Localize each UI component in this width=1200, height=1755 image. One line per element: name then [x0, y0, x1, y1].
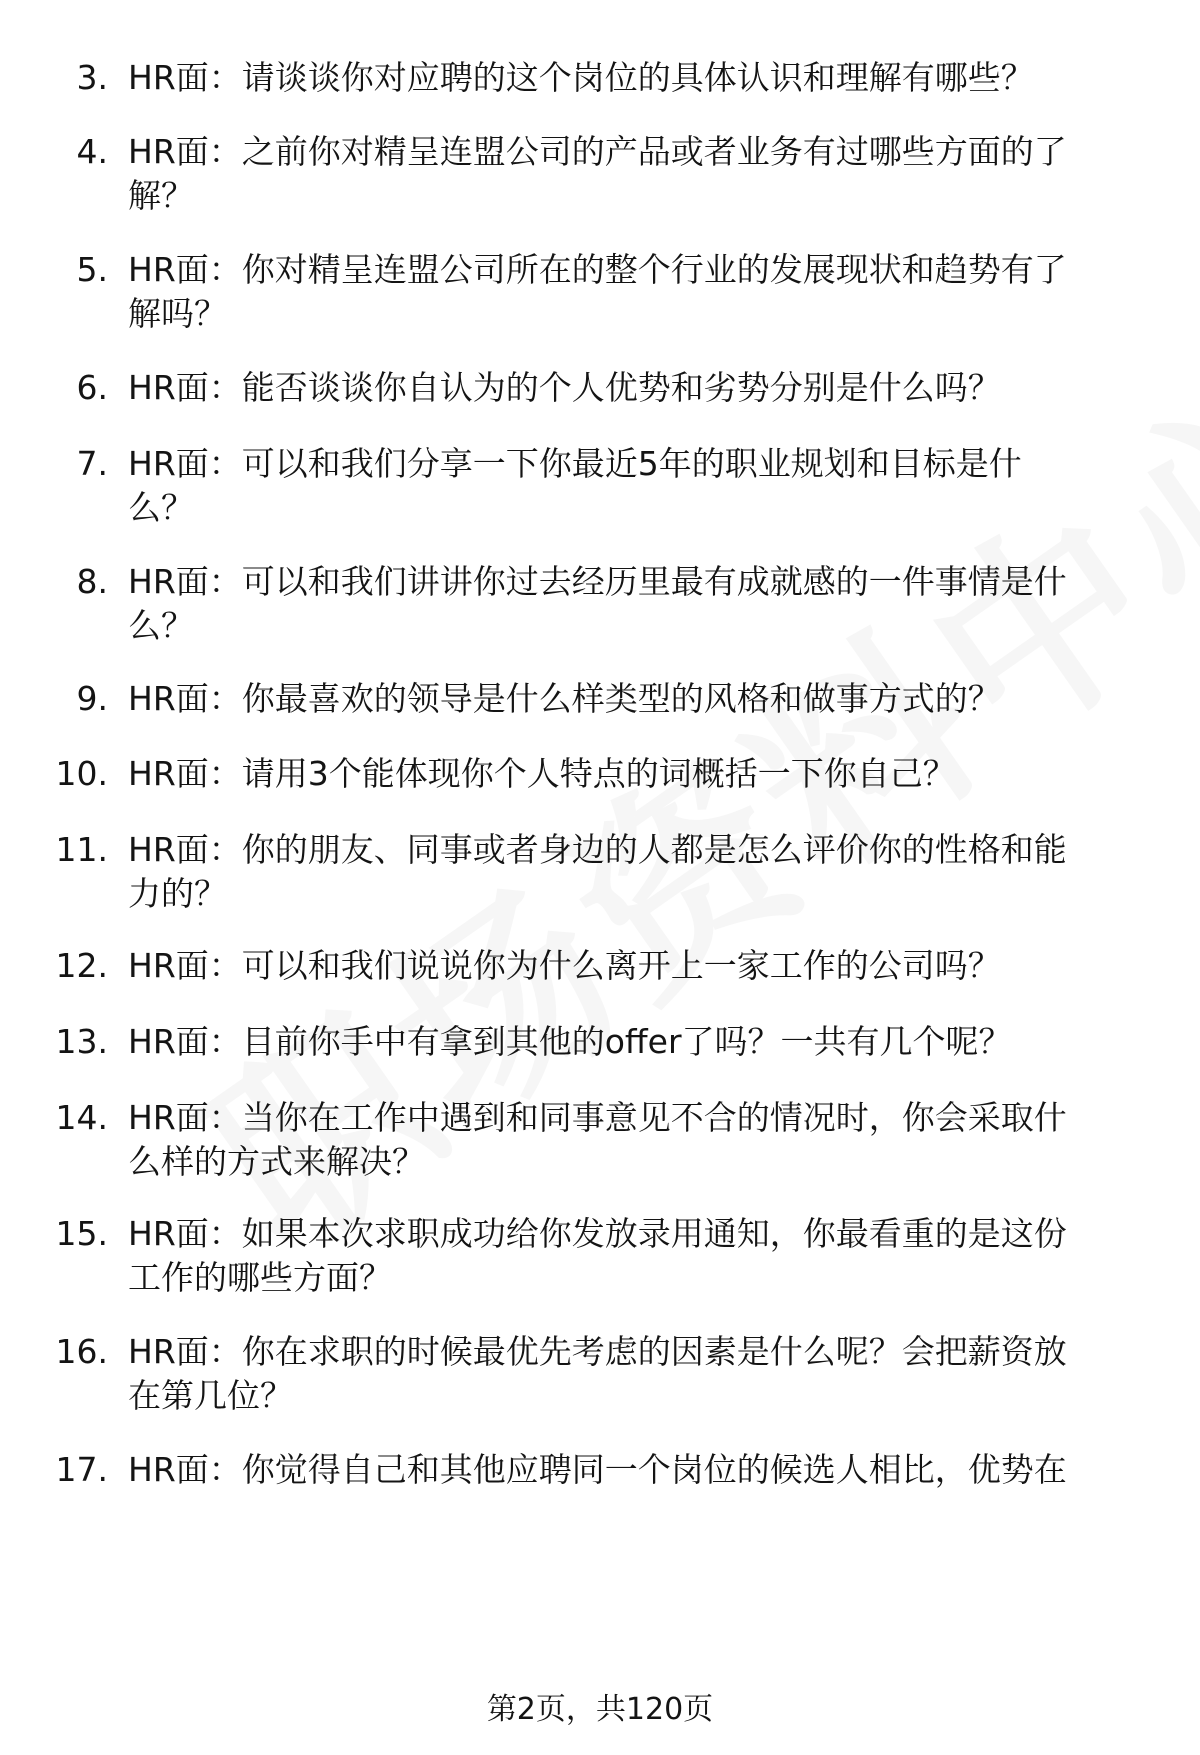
question-number: 15. [55, 1214, 108, 1253]
question-text [128, 752, 1158, 796]
question-line: HR面：你最喜欢的领导是什么样类型的风格和做事方式的？ [128, 679, 1001, 718]
question-line: HR面：如果本次求职成功给你发放录用通知，你最看重的是这份 [128, 1214, 1067, 1253]
question-number: 17. [55, 1450, 108, 1489]
question-number: 3. [76, 58, 108, 97]
question-line: HR面：你觉得自己和其他应聘同一个岗位的候选人相比，优势在 [128, 1450, 1067, 1489]
question-line: HR面：你在求职的时候最优先考虑的因素是什么呢？会把薪资放 [128, 1332, 1067, 1371]
question-number: 16. [55, 1332, 108, 1371]
question-text [128, 1020, 1158, 1064]
question-text [128, 677, 1158, 721]
question-text [128, 828, 1158, 916]
question-line: HR面：当你在工作中遇到和同事意见不合的情况时，你会采取什 [128, 1098, 1067, 1137]
question-number: 13. [55, 1022, 108, 1061]
question-line: 工作的哪些方面？ [128, 1258, 392, 1297]
question-line: HR面：请谈谈你对应聘的这个岗位的具体认识和理解有哪些？ [128, 58, 1034, 97]
question-text [128, 1212, 1158, 1300]
question-text [128, 560, 1158, 648]
question-line: HR面：可以和我们分享一下你最近5年的职业规划和目标是什 [128, 444, 1022, 483]
question-number: 4. [76, 132, 108, 171]
question-text [128, 248, 1158, 336]
question-number: 8. [76, 562, 108, 601]
question-text [128, 1448, 1158, 1492]
question-line: HR面：可以和我们讲讲你过去经历里最有成就感的一件事情是什 [128, 562, 1067, 601]
question-line: 么？ [128, 606, 194, 645]
question-number: 6. [76, 368, 108, 407]
question-number: 7. [76, 444, 108, 483]
question-line: 解吗？ [128, 294, 227, 333]
question-text [128, 1096, 1158, 1184]
question-text [128, 442, 1158, 530]
question-line: HR面：你的朋友、同事或者身边的人都是怎么评价你的性格和能 [128, 830, 1067, 869]
question-text [128, 130, 1158, 218]
question-line: 力的？ [128, 874, 227, 913]
question-line: 么？ [128, 488, 194, 527]
question-number: 9. [76, 679, 108, 718]
question-line: 解？ [128, 176, 194, 215]
question-line: HR面：请用3个能体现你个人特点的词概括一下你自己？ [128, 754, 956, 793]
question-text [128, 1330, 1158, 1418]
question-line: HR面：目前你手中有拿到其他的offer了吗？一共有几个呢？ [128, 1022, 1012, 1061]
question-line: 么样的方式来解决？ [128, 1142, 425, 1181]
question-number: 5. [76, 250, 108, 289]
question-text [128, 366, 1158, 410]
question-text [128, 56, 1158, 100]
question-line: HR面：之前你对精呈连盟公司的产品或者业务有过哪些方面的了 [128, 132, 1067, 171]
question-number: 11. [55, 830, 108, 869]
question-line: 在第几位？ [128, 1376, 293, 1415]
question-number: 14. [55, 1098, 108, 1137]
question-number: 10. [55, 754, 108, 793]
question-text [128, 944, 1158, 988]
page-footer: 第2页，共120页 [486, 1692, 714, 1727]
question-number: 12. [55, 946, 108, 985]
question-line: HR面：你对精呈连盟公司所在的整个行业的发展现状和趋势有了 [128, 250, 1067, 289]
question-line: HR面：能否谈谈你自认为的个人优势和劣势分别是什么吗？ [128, 368, 1001, 407]
question-line: HR面：可以和我们说说你为什么离开上一家工作的公司吗？ [128, 946, 1001, 985]
